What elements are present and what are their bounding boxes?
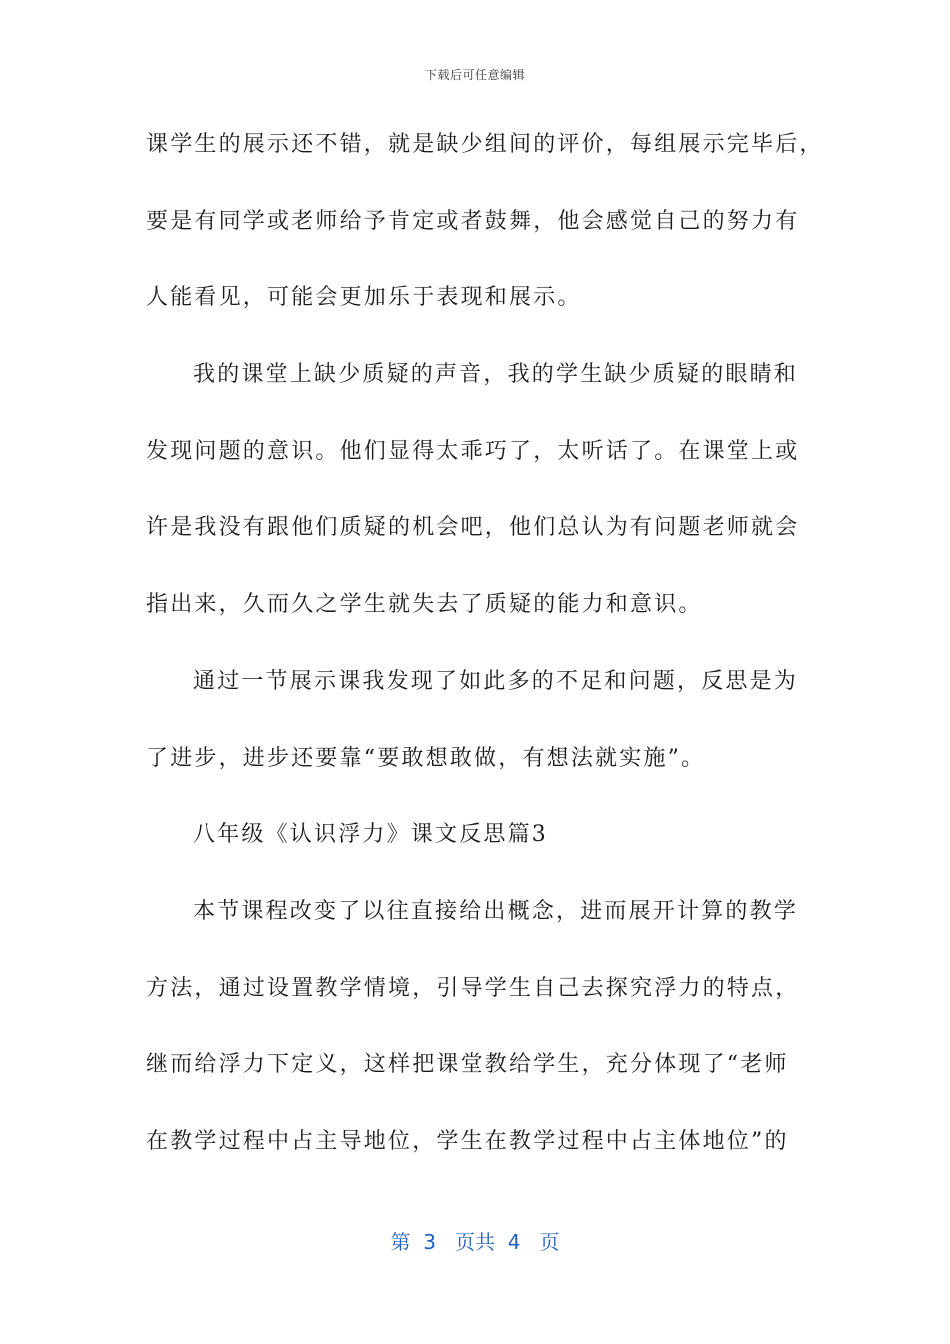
text-line-5: 发现问题的意识。他们显得太乖巧了，太听话了。在课堂上或 — [146, 438, 800, 464]
text-line-4: 我的课堂上缺少质疑的声音，我的学生缺少质疑的眼睛和 — [193, 362, 799, 388]
text-line-14: 在教学过程中占主导地位，学生在教学过程中占主体地位”的 — [146, 1128, 789, 1154]
text-line-8: 通过一节展示课我发现了如此多的不足和问题，反思是为 — [193, 668, 799, 694]
text-line-3: 人能看见，可能会更加乐于表现和展示。 — [146, 285, 582, 311]
page-header-note: 下载后可任意编辑 — [424, 68, 525, 82]
text-line-13: 继而给浮力下定义，这样把课堂教给学生，充分体现了“老师 — [146, 1052, 789, 1078]
page-number-footer: 第 3 页共 4 页 — [390, 1230, 560, 1254]
text-line-12: 方法，通过设置教学情境，引导学生自己去探究浮力的特点， — [146, 975, 800, 1001]
text-line-7: 指出来，久而久之学生就失去了质疑的能力和意识。 — [146, 592, 703, 618]
document-body — [146, 122, 824, 1196]
text-line-11: 本节课程改变了以往直接给出概念，进而展开计算的教学 — [193, 898, 799, 924]
text-line-6: 许是我没有跟他们质疑的机会吧，他们总认为有问题老师就会 — [146, 515, 800, 541]
text-line-2: 要是有同学或老师给予肯定或者鼓舞，他会感觉自己的努力有 — [146, 208, 800, 234]
section-heading: 八年级《认识浮力》课文反思篇3 — [193, 822, 548, 848]
text-line-9: 了进步，进步还要靠“要敢想敢做，有想法就实施”。 — [146, 745, 706, 771]
text-line-1: 课学生的展示还不错，就是缺少组间的评价，每组展示完毕后， — [146, 132, 824, 157]
